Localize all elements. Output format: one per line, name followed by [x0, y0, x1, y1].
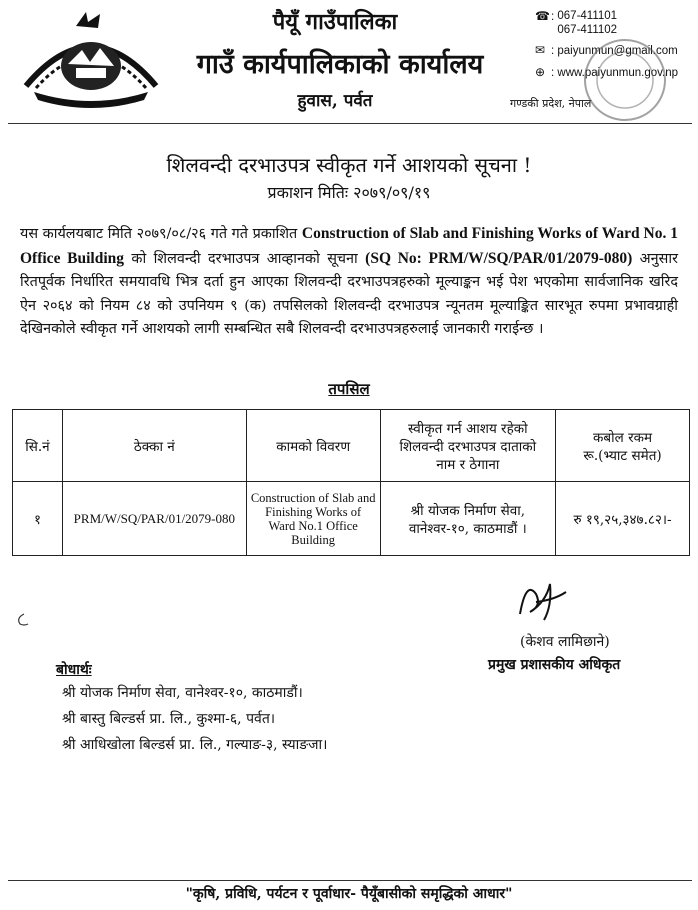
header-contract-no: ठेक्का नं [62, 410, 246, 482]
office-address: हुवास, पर्वत [297, 91, 373, 111]
cc-item: श्री आधिखोला बिल्डर्स प्रा. लि., गल्याङ-३, स्याङजा। [62, 737, 328, 753]
phone-number-2: 067-411102 [557, 24, 618, 36]
header-bidder: स्वीकृत गर्न आशय रहेको शिलवन्दी दरभाउपत्र दाताको नाम र ठेगाना [380, 410, 556, 482]
margin-mark-icon [14, 612, 30, 628]
sq-number: (SQ No: PRM/W/SQ/PAR/01/2079-080) [365, 249, 633, 267]
notice-title: शिलवन्दी दरभाउपत्र स्वीकृत गर्ने आशयको सूचना ! [166, 153, 532, 177]
office-name: गाउँ कार्यपालिकाको कार्यालय [196, 49, 484, 80]
cell-description: Construction of Slab and Finishing Works of Ward No.1 Office Building [246, 482, 380, 556]
email-address: paiyunmun@gmail.com [557, 45, 678, 57]
cell-sn: १ [13, 482, 63, 556]
body-text-1: यस कार्यलयबाट मिति २०७९/०८/२६ गते गते प्रकाशित [20, 226, 302, 242]
footer-motto: "कृषि, प्रविधि, पर्यटन र पूर्वाधार- पैयूँबासीको समृद्धिको आधार" [185, 886, 513, 902]
header-divider [8, 123, 692, 124]
notice-body [20, 222, 678, 342]
phone-contact: ☎: 067-411101 067-411102 [535, 9, 618, 36]
org-name: पैयूँ गाउँपालिका [272, 9, 398, 35]
signatory-name: (केशव लामिछाने) [520, 634, 610, 650]
office-stamp-icon [580, 34, 670, 126]
table-caption: तपसिल [328, 380, 370, 398]
cell-contract-no: PRM/W/SQ/PAR/01/2079-080 [62, 482, 246, 556]
cc-label: बोधार्थः [56, 662, 92, 678]
project-name: Construction of Slab and Finishing Works of Ward No. 1 Office Building [20, 225, 678, 267]
body-text-2: को शिलवन्दी दरभाउपत्र आव्हानको सूचना [124, 250, 366, 267]
signature-icon [506, 572, 576, 632]
cc-item: श्री बास्तु बिल्डर्स प्रा. लि., कुश्मा-६, पर्वत। [62, 711, 276, 727]
cell-bidder: श्री योजक निर्माण सेवा, वानेश्वर-१०, काठमाडौं । [380, 482, 556, 556]
website-contact: ⊕ : www.paiyunmun.gov.np [535, 65, 678, 79]
phone-icon: ☎ [535, 9, 550, 23]
header-description: कामको विवरण [246, 410, 380, 482]
emblem-icon [16, 8, 166, 108]
bid-table [12, 409, 690, 556]
body-text-3: अनुसार रितपूर्वक निर्धारित समयावधि भित्र दर्ता हुन आएका शिलवन्दी दरभाउपत्रहरुको मूल्याङ्कन भई पेश भएकोमा सार्वजानिक खरिद ऐन २०६४ को नियम ८४ को उपनियम ९ (क) तपसिलको शिलवन्दी दरभाउपत्र न्यूनतम मूल्याङ्कित सारभूत रुपमा प्रभावग्राही देखिनकोले स्वीकृत गर्ने आशयको लागी सम्बन्धित सबै शिलवन्दी दरभाउपत्रहरुलाई जानकारी गराईन्छ । [20, 250, 678, 337]
email-icon: ✉ [535, 43, 546, 57]
website-url: www.paiyunmun.gov.np [557, 67, 678, 79]
signatory-title: प्रमुख प्रशासकीय अधिकृत [488, 657, 621, 673]
cell-amount: रु १९,२५,३४७.८२।- [556, 482, 690, 556]
table-row [13, 482, 690, 556]
table-header-row [13, 410, 690, 482]
phone-number-1: 067-411101 [557, 10, 618, 22]
header-sn: सि.नं [13, 410, 63, 482]
cc-item: श्री योजक निर्माण सेवा, वानेश्वर-१०, काठमाडौं। [62, 685, 303, 701]
header-amount: कबोल रकम रू.(भ्याट समेत) [556, 410, 690, 482]
website-icon: ⊕ [535, 65, 546, 79]
footer-divider [8, 880, 692, 881]
province-label: गण्डकी प्रदेश, नेपाल [510, 97, 592, 110]
publication-date: प्रकाशन मितिः २०७९/०९/१९ [267, 183, 431, 202]
email-contact: ✉ : paiyunmun@gmail.com [535, 43, 678, 57]
